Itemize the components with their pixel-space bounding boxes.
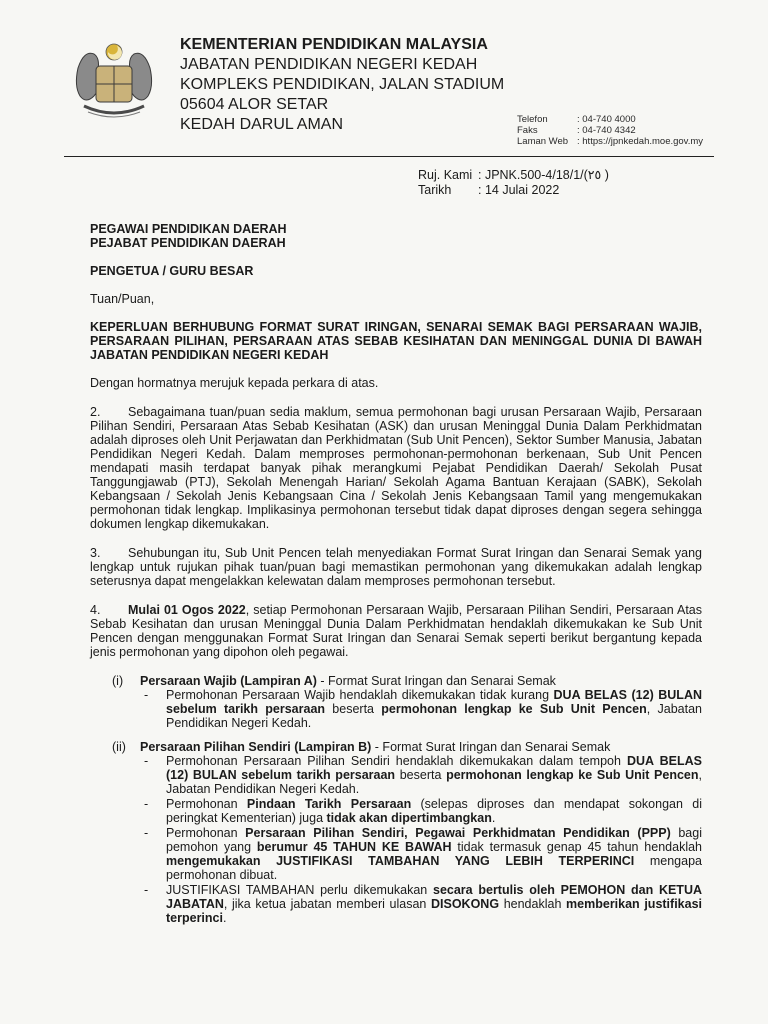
- address-line: KEDAH DARUL AMAN: [180, 116, 343, 133]
- bullet-emphasis: mengemukakan JUSTIFIKASI TAMBAHAN YANG LEBIH TERPERINCI: [166, 854, 635, 868]
- bullet-text: (selepas diproses dan mendapat sokongan di peringkat Kementerian) juga: [166, 797, 702, 825]
- paragraph-text: Sehubungan itu, Sub Unit Pencen telah menyediakan Format Surat Iringan dan Senarai Semak yang lengkap untuk rujukan pihak tuan/puan bagi memastikan permohonan yang dikemukakan adalah lengkap seterusnya dapat mengelakkan kelewatan dalam memproses permohonan tersebut.: [90, 546, 702, 588]
- bullet-emphasis: berumur 45 TAHUN KE BAWAH: [256, 840, 452, 854]
- list-item-persaraan-wajib: [112, 674, 702, 730]
- bullet-emphasis: memberikan justifikasi terperinci: [166, 897, 702, 925]
- bullet-text: tidak termasuk genap 45 tahun hendaklah: [451, 840, 702, 854]
- bullet-text: Permohonan: [166, 826, 246, 840]
- bullet-point: - JUSTIFIKASI TAMBAHAN perlu dikemukakan secara bertulis oleh PEMOHON dan KETUA JABATAN, jika ketua jabatan memberi ulasan DISOKONG hendaklah memberikan justifikasi terperinci.: [144, 883, 702, 925]
- paragraph-text: Sebagaimana tuan/puan sedia maklum, semua permohonan bagi urusan Persaraan Wajib, Persaraan Pilihan Sendiri, Persaraan Atas Sebab Kesihatan (ASK) dan urusan Meninggal Dunia Dalam Perkhidmatan adalah diproses oleh Unit Perjawatan dan Perkhidmatan (Sub Unit Pencen), Sektor Sumber Manusia, Jabatan Pendidikan Negeri Kedah. Dalam memproses permohonan-permohonan berkenaan, Sub Unit Pencen mendapati masih terdapat banyak pihak merangkumi Pejabat Pendidikan Daerah/ Sekolah Pusat Tanggungjawab (PTJ), Sekolah Menengah Harian/ Sekolah Agama Bantuan Kerajaan (SABK), Sekolah Kebangsaan / Sekolah Jenis Kebangsaan Cina / Sekolah Jenis Kebangsaan Tamil yang mengemukakan permohonan tidak lengkap. Implikasinya permohonan tersebut tidak dapat diproses dengan segera sehingga dokumen lengkap dikemukakan.: [90, 405, 702, 531]
- contact-value: : 04-740 4342: [577, 125, 636, 136]
- department-name: JABATAN PENDIDIKAN NEGERI KEDAH: [180, 56, 478, 73]
- bullet-text: hendaklah: [499, 897, 567, 911]
- paragraph-2: [90, 405, 702, 531]
- bullet-text: , Jabatan Pendidikan Negeri Kedah.: [166, 768, 702, 796]
- salutation: Tuan/Puan,: [90, 292, 155, 306]
- ministry-name: KEMENTERIAN PENDIDIKAN MALAYSIA: [180, 36, 488, 53]
- bullet-emphasis: permohonan lengkap ke Sub Unit Pencen: [446, 768, 699, 782]
- contact-label: Faks: [517, 125, 538, 136]
- recipient-block: [90, 222, 702, 250]
- address-line: KOMPLEKS PENDIDIKAN, JALAN STADIUM: [180, 76, 505, 93]
- paragraph-number: 4.: [90, 603, 101, 617]
- paragraph-text: , setiap Permohonan Persaraan Wajib, Persaraan Pilihan Sendiri, Persaraan Atas Sebab Kesihatan dan urusan Meninggal Dunia Dalam Perkhidmatan hendaklah dikemukakan ke Sub Unit Pencen dengan menggunakan Format Surat Iringan dan Senarai Semak seperti berikut bergantung kepada jenis permohonan yang dipohon oleh pegawai.: [90, 603, 703, 659]
- reference-block: [418, 168, 609, 198]
- recipient-line: PENGETUA / GURU BESAR: [90, 264, 254, 278]
- paragraph-number: 2.: [90, 405, 101, 419]
- contact-label: Laman Web: [517, 136, 569, 147]
- bullet-text: mengapa permohonan dibuat.: [166, 854, 702, 882]
- bullet-text: JUSTIFIKASI TAMBAHAN perlu dikemukakan: [166, 883, 433, 897]
- bullet-point: - Permohonan Persaraan Wajib hendaklah dikemukakan tidak kurang DUA BELAS (12) BULAN sebelum tarikh persaraan beserta permohonan lengkap ke Sub Unit Pencen, Jabatan Pendidikan Negeri Kedah.: [144, 688, 702, 730]
- recipient-line: PEGAWAI PENDIDIKAN DAERAH: [90, 222, 287, 236]
- bullet-text: Permohonan: [166, 797, 247, 811]
- bullet-emphasis: DUA BELAS (12) BULAN sebelum tarikh persaraan: [166, 754, 702, 782]
- coat-of-arms-logo: [58, 38, 170, 128]
- address-line: 05604 ALOR SETAR: [180, 96, 329, 113]
- bullet-text: beserta: [395, 768, 447, 782]
- item-number: (ii): [112, 740, 126, 754]
- bullet-emphasis: DUA BELAS (12) BULAN sebelum tarikh persaraan: [166, 688, 702, 716]
- bullet-emphasis: secara bertulis oleh PEMOHON dan KETUA JABATAN: [166, 883, 702, 911]
- bullet-emphasis: Pindaan Tarikh Persaraan: [246, 797, 412, 811]
- bullet-text: bagi pemohon yang: [166, 826, 702, 854]
- date-label: Tarikh: [418, 183, 452, 197]
- bullet-point: - Permohonan Persaraan Pilihan Sendiri hendaklah dikemukakan dalam tempoh DUA BELAS (12) BULAN sebelum tarikh persaraan beserta permohonan lengkap ke Sub Unit Pencen, Jabatan Pendidikan Negeri Kedah.: [144, 754, 702, 796]
- bullet-point: - Permohonan Persaraan Pilihan Sendiri, Pegawai Perkhidmatan Pendidikan (PPP) bagi pemohon yang berumur 45 TAHUN KE BAWAH tidak termasuk genap 45 tahun hendaklah mengemukakan JUSTIFIKASI TAMBAHAN YANG LEBIH TERPERINCI mengapa permohonan dibuat.: [144, 826, 702, 882]
- contact-value: : 04-740 4000: [577, 114, 636, 125]
- ministry-address-block: [180, 35, 504, 135]
- bullet-text: Permohonan Persaraan Wajib hendaklah dikemukakan tidak kurang: [166, 688, 554, 702]
- bullet-emphasis: DISOKONG: [431, 897, 500, 911]
- reference-number: : JPNK.500-4/18/1/(٢٥ ): [478, 168, 609, 182]
- list-item-persaraan-pilihan-sendiri: [112, 740, 702, 925]
- item-number: (i): [112, 674, 124, 688]
- bullet-text: Permohonan Persaraan Pilihan Sendiri hendaklah dikemukakan dalam tempoh: [166, 754, 627, 768]
- recipient-line: PEJABAT PENDIDIKAN DAERAH: [90, 236, 286, 250]
- bullet-emphasis: Persaraan Pilihan Sendiri, Pegawai Perkhidmatan Pendidikan (PPP): [245, 826, 671, 840]
- contact-block: [517, 114, 703, 147]
- letter-subject: KEPERLUAN BERHUBUNG FORMAT SURAT IRINGAN, SENARAI SEMAK BAGI PERSARAAN WAJIB, PERSARAAN PILIHAN, PERSARAAN ATAS SEBAB KESIHATAN DAN MENINGGAL DUNIA DI BAWAH JABATAN PENDIDIKAN NEGERI KEDAH: [90, 320, 702, 362]
- bullet-text: , jika ketua jabatan memberi ulasan: [223, 897, 431, 911]
- bullet-text: .: [491, 811, 496, 825]
- bullet-emphasis: permohonan lengkap ke Sub Unit Pencen: [381, 702, 647, 716]
- paragraph-3: [90, 546, 702, 588]
- item-title: Persaraan Pilihan Sendiri (Lampiran B): [140, 740, 372, 754]
- paragraph-4: [90, 603, 702, 659]
- item-title-rest: - Format Surat Iringan dan Senarai Semak: [316, 674, 556, 688]
- paragraph-number: 3.: [90, 546, 101, 560]
- bullet-text: beserta: [325, 702, 382, 716]
- bullet-point: - Permohonan Pindaan Tarikh Persaraan (selepas diproses dan mendapat sokongan di peringkat Kementerian) juga tidak akan dipertimbangkan.: [144, 797, 702, 825]
- website-link[interactable]: : https://jpnkedah.moe.gov.my: [577, 136, 704, 147]
- item-title-rest: - Format Surat Iringan dan Senarai Semak: [371, 740, 611, 754]
- contact-label: Telefon: [517, 114, 548, 125]
- header-divider: [64, 156, 714, 157]
- bullet-text: , Jabatan Pendidikan Negeri Kedah.: [166, 702, 702, 730]
- item-title: Persaraan Wajib (Lampiran A): [140, 674, 317, 688]
- reference-label: Ruj. Kami: [418, 168, 473, 182]
- letter-body: [90, 222, 702, 935]
- opening-line: Dengan hormatnya merujuk kepada perkara di atas.: [90, 376, 379, 390]
- date-value: : 14 Julai 2022: [478, 183, 560, 197]
- bullet-text: .: [222, 911, 227, 925]
- bullet-emphasis: tidak akan dipertimbangkan: [326, 811, 492, 825]
- effective-date: Mulai 01 Ogos 2022: [128, 603, 246, 617]
